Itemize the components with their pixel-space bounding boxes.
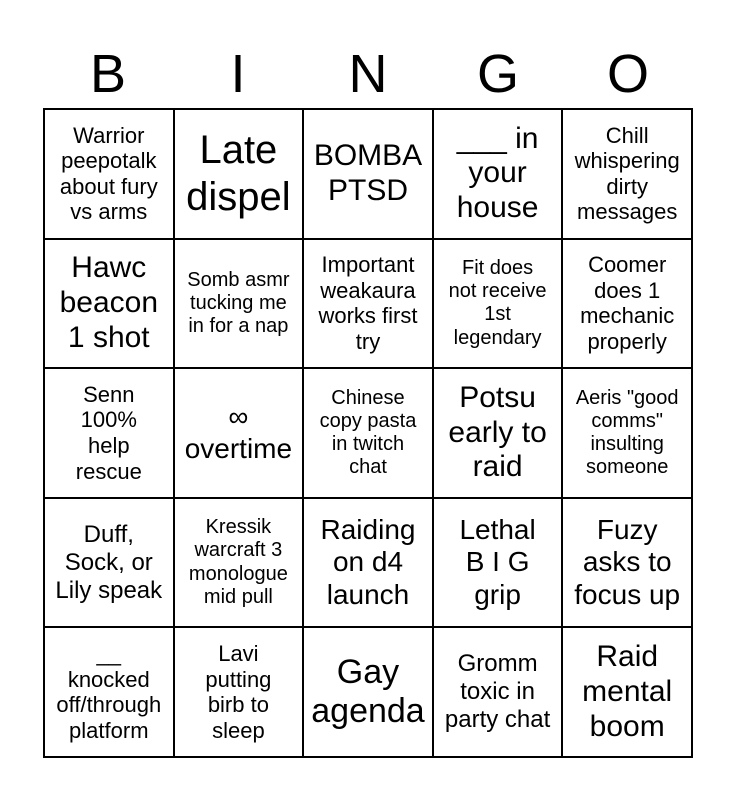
bingo-cell[interactable] xyxy=(433,498,563,628)
bingo-cell[interactable] xyxy=(44,239,174,369)
bingo-cell-text: Chill whispering dirty messages xyxy=(574,122,680,225)
bingo-cell-text: ___ in your house xyxy=(456,121,539,225)
bingo-cell[interactable] xyxy=(44,498,174,628)
bingo-cell[interactable] xyxy=(303,109,433,239)
bingo-cell-text: Coomer does 1 mechanic properly xyxy=(580,252,675,354)
header-letter-n: N xyxy=(348,44,388,104)
bingo-cell-text: __ knocked off/through platform xyxy=(56,641,162,743)
bingo-cell[interactable] xyxy=(44,109,174,239)
header-letter-b: B xyxy=(89,44,127,104)
bingo-cell[interactable] xyxy=(303,239,433,369)
bingo-cell-text: Lethal B I G grip xyxy=(459,513,536,610)
bingo-cell-text: Fuzy asks to focus up xyxy=(574,513,681,610)
bingo-cell-text: Lavi putting birb to sleep xyxy=(205,641,272,743)
header-letter-i: I xyxy=(230,44,246,104)
bingo-cell-text: Gromm toxic in party chat xyxy=(444,650,551,734)
bingo-cell[interactable] xyxy=(174,239,304,369)
bingo-cell[interactable] xyxy=(303,498,433,628)
bingo-grid xyxy=(43,108,693,758)
bingo-cell-text: Late dispel xyxy=(186,128,291,219)
bingo-cell-text: Hawc beacon 1 shot xyxy=(59,251,159,354)
bingo-cell-text: BOMBA PTSD xyxy=(313,139,423,207)
bingo-cell[interactable] xyxy=(303,627,433,757)
bingo-cell[interactable] xyxy=(433,109,563,239)
bingo-cell[interactable] xyxy=(174,627,304,757)
bingo-cell[interactable] xyxy=(44,368,174,498)
bingo-cell[interactable] xyxy=(562,239,692,369)
bingo-cell[interactable] xyxy=(433,368,563,498)
bingo-cell[interactable] xyxy=(562,368,692,498)
bingo-cell[interactable] xyxy=(562,498,692,628)
bingo-cell[interactable] xyxy=(562,627,692,757)
bingo-cell-text: Raiding on d4 launch xyxy=(320,513,416,610)
bingo-cell-text: Warrior peepotalk about fury vs arms xyxy=(59,122,158,225)
bingo-cell[interactable] xyxy=(303,368,433,498)
bingo-cell-text: ∞ overtime xyxy=(184,400,293,464)
bingo-cell-text: Potsu early to raid xyxy=(448,380,547,484)
bingo-cell[interactable] xyxy=(433,627,563,757)
bingo-cell[interactable] xyxy=(174,498,304,628)
bingo-cell-text: Duff, Sock, or Lily speak xyxy=(55,520,163,604)
bingo-cell-text: Kressik warcraft 3 monologue mid pull xyxy=(188,516,288,608)
bingo-cell-text: Important weakaura works first try xyxy=(318,252,418,354)
bingo-cell-text: Chinese copy pasta in twitch chat xyxy=(319,386,417,479)
bingo-cell[interactable] xyxy=(44,627,174,757)
bingo-cell-text: Aeris "good comms" insulting someone xyxy=(575,386,679,479)
header-letter-g: G xyxy=(476,44,519,104)
bingo-cell[interactable] xyxy=(174,109,304,239)
bingo-cell-text: Senn 100% help rescue xyxy=(75,381,142,484)
bingo-header xyxy=(43,40,693,108)
bingo-cell[interactable] xyxy=(174,368,304,498)
bingo-cell[interactable] xyxy=(562,109,692,239)
bingo-cell-text: Raid mental boom xyxy=(582,640,673,743)
header-letter-o: O xyxy=(606,44,649,104)
bingo-cell-text: Gay agenda xyxy=(311,652,425,731)
bingo-cell-text: Fit does not receive 1st legendary xyxy=(448,257,547,349)
bingo-cell[interactable] xyxy=(433,239,563,369)
bingo-cell-text: Somb asmr tucking me in for a nap xyxy=(187,268,290,337)
